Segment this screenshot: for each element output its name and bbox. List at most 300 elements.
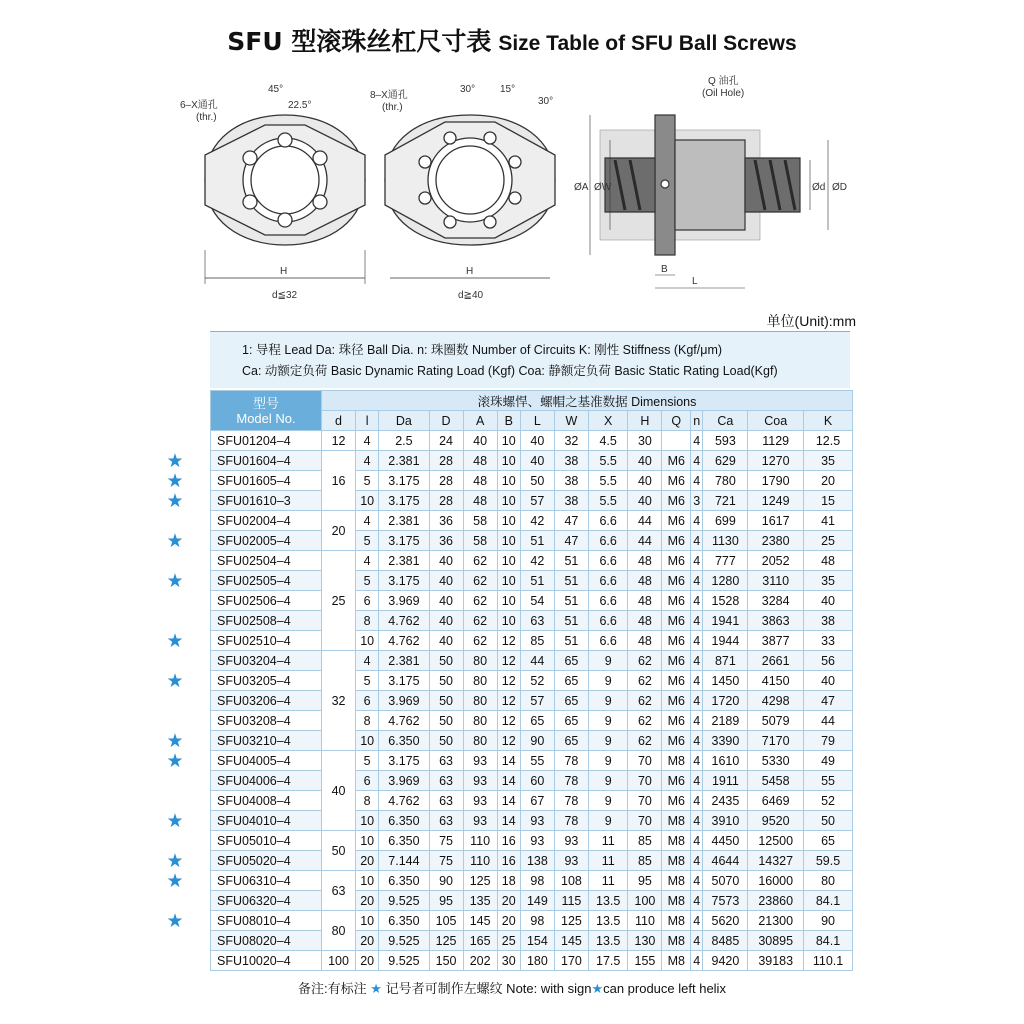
value-cell: 12.5 <box>804 431 853 451</box>
flange-drawing-small <box>205 115 365 284</box>
value-cell: 62 <box>463 571 497 591</box>
label-angle45: 45° <box>268 84 284 95</box>
value-cell: M6 <box>662 611 691 631</box>
value-cell: 85 <box>520 631 554 651</box>
value-cell: 20 <box>356 951 379 971</box>
model-cell: SFU01604–4 <box>211 451 322 471</box>
value-cell: 5330 <box>748 751 804 771</box>
value-cell: 20 <box>497 911 520 931</box>
table-row <box>211 471 853 491</box>
value-cell: 93 <box>463 811 497 831</box>
value-cell: 6.6 <box>588 551 627 571</box>
value-cell: 40 <box>520 431 554 451</box>
value-cell: 9420 <box>703 951 748 971</box>
value-cell: 4 <box>691 911 703 931</box>
value-cell: 4.762 <box>379 791 429 811</box>
value-cell: 1911 <box>703 771 748 791</box>
value-cell: 4 <box>691 751 703 771</box>
value-cell: 4 <box>691 511 703 531</box>
column-header: Coa <box>748 411 804 431</box>
star-icon: ★ <box>166 749 184 772</box>
value-cell: 4 <box>691 811 703 831</box>
value-cell: 14 <box>497 811 520 831</box>
diameter-cell: 12 <box>322 431 356 451</box>
value-cell: 60 <box>520 771 554 791</box>
value-cell: 38 <box>804 611 853 631</box>
value-cell: 3.175 <box>379 491 429 511</box>
value-cell: 62 <box>463 611 497 631</box>
model-cell: SFU06310–4 <box>211 871 322 891</box>
column-header: d <box>322 411 356 431</box>
value-cell: 33 <box>804 631 853 651</box>
model-cell: SFU02506–4 <box>211 591 322 611</box>
value-cell: 48 <box>463 451 497 471</box>
model-cell: SFU04006–4 <box>211 771 322 791</box>
table-row <box>211 551 853 571</box>
label-H-1: H <box>280 266 288 277</box>
value-cell: 9 <box>588 731 627 751</box>
value-cell: M6 <box>662 451 691 471</box>
label-oil-en: (Oil Hole) <box>702 88 745 99</box>
value-cell: 25 <box>804 531 853 551</box>
value-cell: 16000 <box>748 871 804 891</box>
value-cell: 47 <box>554 511 588 531</box>
value-cell: 125 <box>463 871 497 891</box>
value-cell: 40 <box>429 631 463 651</box>
value-cell: 32 <box>554 431 588 451</box>
value-cell: 1528 <box>703 591 748 611</box>
value-cell: 1720 <box>703 691 748 711</box>
label-thr-1: (thr.) <box>196 112 217 123</box>
value-cell: M6 <box>662 691 691 711</box>
value-cell: 1130 <box>703 531 748 551</box>
value-cell: 62 <box>628 651 662 671</box>
value-cell: 4.762 <box>379 711 429 731</box>
value-cell: 1617 <box>748 511 804 531</box>
value-cell: 62 <box>628 731 662 751</box>
value-cell: 75 <box>429 831 463 851</box>
value-cell: 90 <box>429 871 463 891</box>
value-cell: 2.381 <box>379 451 429 471</box>
value-cell: 9.525 <box>379 891 429 911</box>
value-cell: 28 <box>429 471 463 491</box>
value-cell: 4450 <box>703 831 748 851</box>
value-cell: 2189 <box>703 711 748 731</box>
value-cell: 4 <box>356 451 379 471</box>
value-cell: 3.175 <box>379 471 429 491</box>
value-cell: 202 <box>463 951 497 971</box>
table-row <box>211 891 853 911</box>
star-icon: ★ <box>166 729 184 752</box>
value-cell: 12 <box>497 671 520 691</box>
value-cell: 150 <box>429 951 463 971</box>
value-cell: 40 <box>429 591 463 611</box>
value-cell: 5.5 <box>588 451 627 471</box>
value-cell: 40 <box>429 611 463 631</box>
value-cell: 12 <box>497 631 520 651</box>
value-cell: 14327 <box>748 851 804 871</box>
value-cell: 12 <box>497 691 520 711</box>
value-cell: 30 <box>497 951 520 971</box>
value-cell: 7.144 <box>379 851 429 871</box>
value-cell: 48 <box>628 591 662 611</box>
value-cell: 1610 <box>703 751 748 771</box>
value-cell: 48 <box>463 491 497 511</box>
value-cell: 12 <box>497 711 520 731</box>
value-cell: M6 <box>662 731 691 751</box>
value-cell: 52 <box>520 671 554 691</box>
column-header: Q <box>662 411 691 431</box>
value-cell: 4 <box>356 551 379 571</box>
value-cell: 98 <box>520 911 554 931</box>
value-cell: 20 <box>497 891 520 911</box>
value-cell: 4 <box>691 951 703 971</box>
value-cell: 780 <box>703 471 748 491</box>
column-header: K <box>804 411 853 431</box>
model-cell: SFU03206–4 <box>211 691 322 711</box>
value-cell: 38 <box>554 451 588 471</box>
value-cell: 50 <box>429 731 463 751</box>
value-cell: 17.5 <box>588 951 627 971</box>
value-cell: 40 <box>429 551 463 571</box>
value-cell: M8 <box>662 931 691 951</box>
value-cell: 8 <box>356 791 379 811</box>
value-cell: 30895 <box>748 931 804 951</box>
value-cell: 10 <box>356 491 379 511</box>
value-cell: 93 <box>554 831 588 851</box>
diameter-cell: 25 <box>322 551 356 651</box>
value-cell: 93 <box>520 811 554 831</box>
star-icon: ★ <box>166 569 184 592</box>
value-cell: 5.5 <box>588 471 627 491</box>
value-cell: 145 <box>554 931 588 951</box>
model-cell: SFU03205–4 <box>211 671 322 691</box>
label-angle30b: 30° <box>538 96 554 107</box>
value-cell: M8 <box>662 831 691 851</box>
value-cell: 78 <box>554 771 588 791</box>
value-cell: 35 <box>804 571 853 591</box>
value-cell: 11 <box>588 851 627 871</box>
value-cell: 721 <box>703 491 748 511</box>
model-cell: SFU03204–4 <box>211 651 322 671</box>
value-cell: 154 <box>520 931 554 951</box>
value-cell: 3.969 <box>379 591 429 611</box>
value-cell: 90 <box>520 731 554 751</box>
value-cell: 51 <box>554 611 588 631</box>
value-cell: 65 <box>804 831 853 851</box>
star-icon: ★ <box>166 629 184 652</box>
value-cell: 110.1 <box>804 951 853 971</box>
diameter-cell: 16 <box>322 451 356 511</box>
model-cell: SFU05020–4 <box>211 851 322 871</box>
value-cell: 90 <box>804 911 853 931</box>
value-cell: 6.6 <box>588 511 627 531</box>
value-cell: 51 <box>554 591 588 611</box>
table-body <box>211 431 853 971</box>
unit-label: 单位(Unit):mm <box>766 313 856 329</box>
label-phiA: ØA <box>574 182 589 193</box>
model-cell: SFU04008–4 <box>211 791 322 811</box>
value-cell: 6.6 <box>588 631 627 651</box>
star-icon: ★ <box>166 809 184 832</box>
value-cell: 110 <box>463 831 497 851</box>
label-H-2: H <box>466 266 474 277</box>
value-cell: 4.762 <box>379 611 429 631</box>
diameter-cell: 100 <box>322 951 356 971</box>
value-cell: 2.381 <box>379 551 429 571</box>
model-cell: SFU03210–4 <box>211 731 322 751</box>
label-thr-2: (thr.) <box>382 102 403 113</box>
value-cell: 10 <box>356 811 379 831</box>
value-cell: 7573 <box>703 891 748 911</box>
value-cell: 36 <box>429 511 463 531</box>
value-cell: 6.6 <box>588 531 627 551</box>
value-cell: 110 <box>463 851 497 871</box>
star-icon: ★ <box>166 469 184 492</box>
value-cell: 1944 <box>703 631 748 651</box>
value-cell: 10 <box>497 571 520 591</box>
model-cell: SFU01605–4 <box>211 471 322 491</box>
column-header: X <box>588 411 627 431</box>
model-header-cn: 型号 <box>252 395 279 411</box>
value-cell: 4150 <box>748 671 804 691</box>
value-cell: 8485 <box>703 931 748 951</box>
value-cell: 80 <box>463 671 497 691</box>
value-cell: 80 <box>463 711 497 731</box>
value-cell: 5 <box>356 671 379 691</box>
table-row <box>211 911 853 931</box>
value-cell: 48 <box>628 571 662 591</box>
value-cell: 40 <box>804 591 853 611</box>
value-cell: 62 <box>628 711 662 731</box>
label-phiD: ØD <box>832 182 847 193</box>
value-cell: 57 <box>520 691 554 711</box>
value-cell: 4 <box>356 511 379 531</box>
value-cell: 24 <box>429 431 463 451</box>
title-en: Size Table of SFU Ball Screws <box>498 32 797 55</box>
value-cell: 23860 <box>748 891 804 911</box>
value-cell: 44 <box>520 651 554 671</box>
value-cell: 6.6 <box>588 611 627 631</box>
value-cell: 11 <box>588 831 627 851</box>
value-cell: M6 <box>662 531 691 551</box>
value-cell: 9 <box>588 651 627 671</box>
value-cell: 55 <box>520 751 554 771</box>
flange-drawing-large <box>385 115 555 278</box>
diameter-cell: 40 <box>322 751 356 831</box>
value-cell: 93 <box>463 771 497 791</box>
table-row <box>211 511 853 531</box>
table-row <box>211 431 853 451</box>
value-cell: 93 <box>520 831 554 851</box>
value-cell: M8 <box>662 911 691 931</box>
value-cell: M8 <box>662 751 691 771</box>
value-cell: M8 <box>662 891 691 911</box>
model-cell: SFU08010–4 <box>211 911 322 931</box>
technical-drawings <box>160 70 860 310</box>
value-cell: M6 <box>662 591 691 611</box>
value-cell: 105 <box>429 911 463 931</box>
value-cell: 67 <box>520 791 554 811</box>
value-cell: 9.525 <box>379 931 429 951</box>
table-row <box>211 671 853 691</box>
value-cell: 5070 <box>703 871 748 891</box>
model-cell: SFU10020–4 <box>211 951 322 971</box>
value-cell: 85 <box>628 851 662 871</box>
value-cell: 48 <box>804 551 853 571</box>
value-cell: 84.1 <box>804 891 853 911</box>
model-cell: SFU02004–4 <box>211 511 322 531</box>
column-header: W <box>554 411 588 431</box>
value-cell: 4644 <box>703 851 748 871</box>
value-cell: 51 <box>520 531 554 551</box>
value-cell: 3.969 <box>379 771 429 791</box>
value-cell: 14 <box>497 751 520 771</box>
value-cell: 41 <box>804 511 853 531</box>
value-cell: 78 <box>554 811 588 831</box>
value-cell: 4 <box>691 831 703 851</box>
value-cell: 4 <box>691 731 703 751</box>
value-cell: 4 <box>691 691 703 711</box>
value-cell: 100 <box>628 891 662 911</box>
column-header: D <box>429 411 463 431</box>
value-cell: 93 <box>554 851 588 871</box>
value-cell: 10 <box>497 611 520 631</box>
table-row <box>211 651 853 671</box>
value-cell: 9.525 <box>379 951 429 971</box>
value-cell: 5 <box>356 571 379 591</box>
table-row <box>211 631 853 651</box>
value-cell: 2052 <box>748 551 804 571</box>
value-cell: 63 <box>429 791 463 811</box>
value-cell: 58 <box>463 531 497 551</box>
value-cell: 65 <box>554 691 588 711</box>
value-cell: 14 <box>497 771 520 791</box>
model-cell: SFU02510–4 <box>211 631 322 651</box>
value-cell: 10 <box>497 471 520 491</box>
value-cell: 40 <box>628 471 662 491</box>
value-cell: 4.762 <box>379 631 429 651</box>
value-cell: 44 <box>804 711 853 731</box>
diameter-cell: 80 <box>322 911 356 951</box>
label-angle15: 15° <box>500 84 516 95</box>
value-cell: 63 <box>429 771 463 791</box>
model-cell: SFU04005–4 <box>211 751 322 771</box>
value-cell: 50 <box>429 711 463 731</box>
value-cell: 62 <box>463 551 497 571</box>
value-cell: 4 <box>691 931 703 951</box>
value-cell: 1280 <box>703 571 748 591</box>
value-cell: 70 <box>628 751 662 771</box>
value-cell: 4 <box>691 451 703 471</box>
value-cell: 13.5 <box>588 891 627 911</box>
model-cell: SFU01610–3 <box>211 491 322 511</box>
value-cell: 2.5 <box>379 431 429 451</box>
value-cell: 10 <box>497 531 520 551</box>
value-cell: 4 <box>691 431 703 451</box>
value-cell: 12500 <box>748 831 804 851</box>
label-angle225: 22.5° <box>288 100 312 111</box>
value-cell: 93 <box>463 751 497 771</box>
value-cell: 180 <box>520 951 554 971</box>
note-prefix: 备注:有标注 <box>298 981 367 996</box>
table-row <box>211 491 853 511</box>
value-cell: 1129 <box>748 431 804 451</box>
column-header: n <box>691 411 703 431</box>
value-cell: 3.175 <box>379 531 429 551</box>
value-cell: 6.350 <box>379 831 429 851</box>
value-cell: 49 <box>804 751 853 771</box>
value-cell: 84.1 <box>804 931 853 951</box>
column-header: Ca <box>703 411 748 431</box>
value-cell: 39183 <box>748 951 804 971</box>
value-cell: 110 <box>628 911 662 931</box>
value-cell: 3 <box>691 491 703 511</box>
value-cell: 47 <box>804 691 853 711</box>
value-cell: 98 <box>520 871 554 891</box>
value-cell: 65 <box>554 711 588 731</box>
value-cell: M8 <box>662 851 691 871</box>
column-header: A <box>463 411 497 431</box>
value-cell: 5 <box>356 531 379 551</box>
value-cell: M6 <box>662 711 691 731</box>
value-cell: 2.381 <box>379 651 429 671</box>
value-cell: 5 <box>356 471 379 491</box>
value-cell: 13.5 <box>588 911 627 931</box>
note-middle: 记号者可制作左螺纹 Note: with sign <box>385 981 592 996</box>
value-cell: 4.5 <box>588 431 627 451</box>
value-cell: 4 <box>691 611 703 631</box>
value-cell: 16 <box>497 831 520 851</box>
value-cell: 40 <box>429 571 463 591</box>
diameter-cell: 63 <box>322 871 356 911</box>
value-cell: 52 <box>804 791 853 811</box>
value-cell: 4 <box>691 631 703 651</box>
value-cell: 9520 <box>748 811 804 831</box>
value-cell: 3877 <box>748 631 804 651</box>
value-cell: 10 <box>497 491 520 511</box>
column-header: l <box>356 411 379 431</box>
value-cell: 5.5 <box>588 491 627 511</box>
table-row <box>211 571 853 591</box>
value-cell: 30 <box>628 431 662 451</box>
table-row <box>211 611 853 631</box>
value-cell: 42 <box>520 551 554 571</box>
table-row <box>211 791 853 811</box>
value-cell: 63 <box>520 611 554 631</box>
value-cell: 10 <box>356 831 379 851</box>
value-cell: 6 <box>356 691 379 711</box>
value-cell: 629 <box>703 451 748 471</box>
table-row <box>211 731 853 751</box>
value-cell: 871 <box>703 651 748 671</box>
value-cell: 40 <box>804 671 853 691</box>
side-view-drawing <box>590 115 828 288</box>
value-cell: 3390 <box>703 731 748 751</box>
value-cell: 40 <box>628 451 662 471</box>
value-cell: 10 <box>356 631 379 651</box>
value-cell: 6.350 <box>379 871 429 891</box>
label-phiW: ØW <box>594 182 612 193</box>
model-cell: SFU01204–4 <box>211 431 322 451</box>
value-cell: 10 <box>497 451 520 471</box>
value-cell: 5458 <box>748 771 804 791</box>
value-cell: 4 <box>356 651 379 671</box>
value-cell: 78 <box>554 751 588 771</box>
diameter-cell: 50 <box>322 831 356 871</box>
value-cell: 1941 <box>703 611 748 631</box>
star-icon: ★ <box>166 909 184 932</box>
